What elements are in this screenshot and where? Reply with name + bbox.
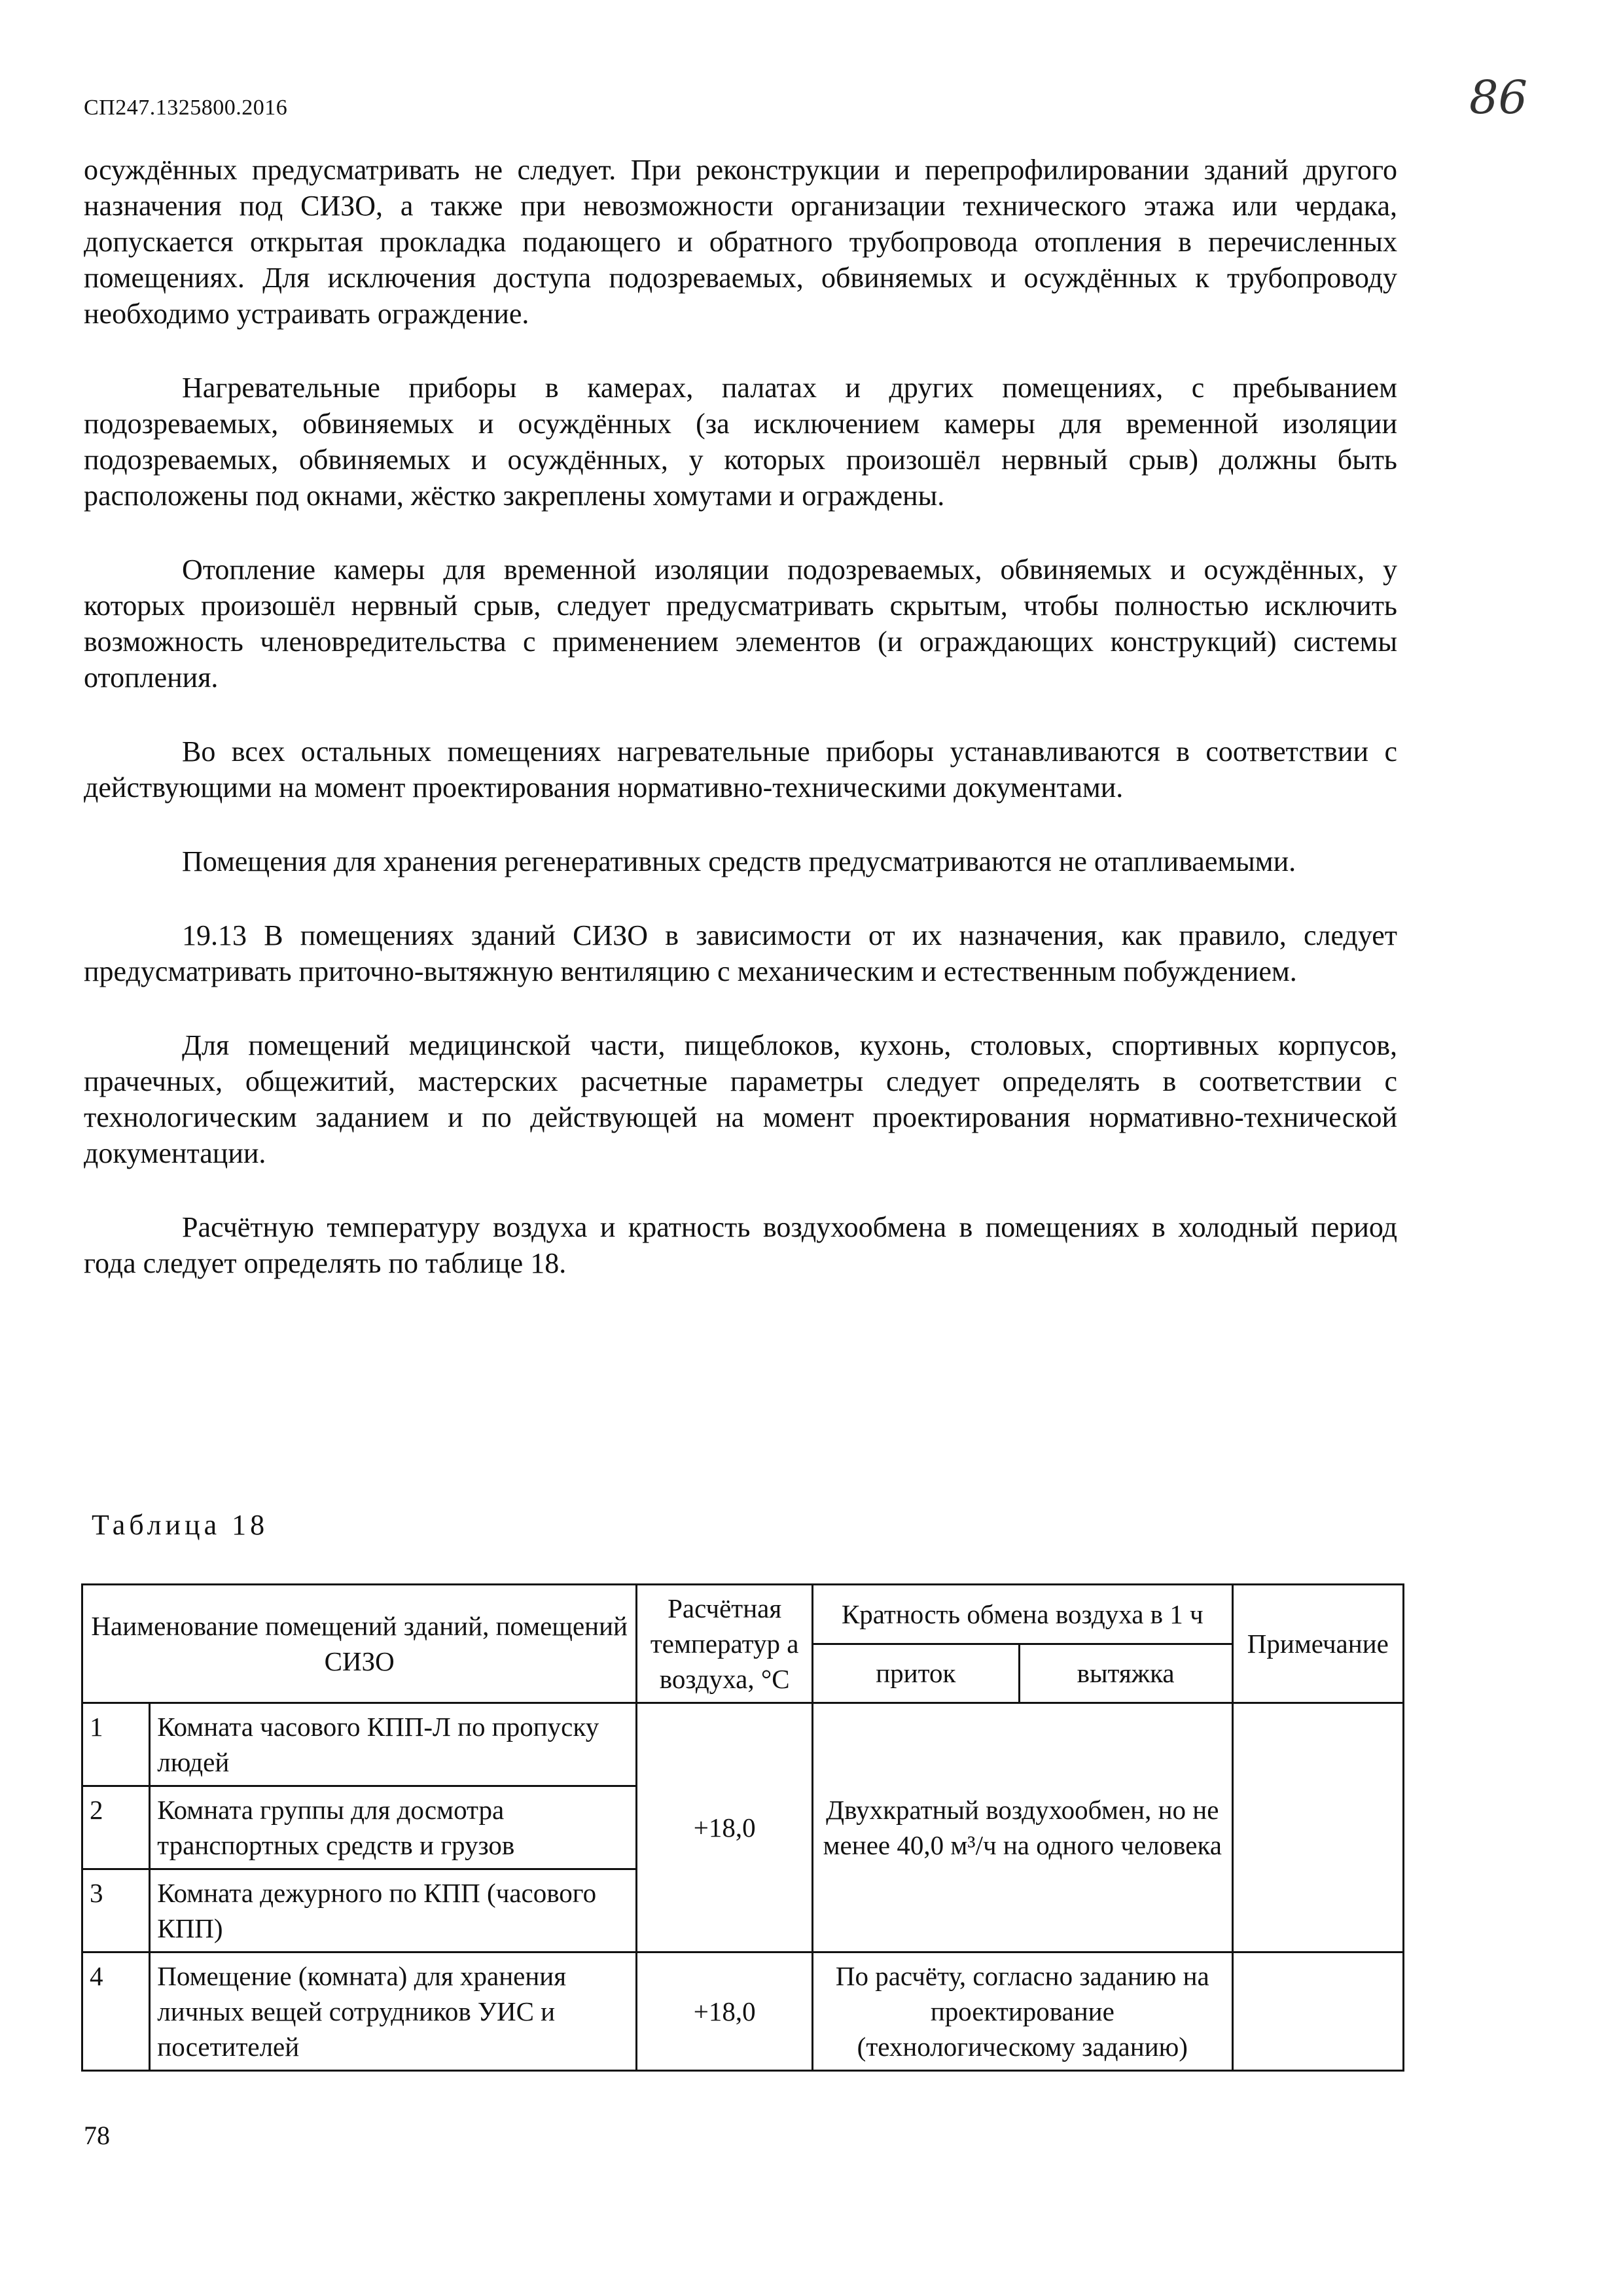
room-name: Комната часового КПП-Л по пропуску людей: [150, 1703, 637, 1786]
temperature-value: +18,0: [637, 1703, 813, 1952]
row-number: 2: [82, 1786, 150, 1869]
exchange-value: По расчёту, согласно заданию на проектирование (технологическому заданию): [812, 1952, 1232, 2071]
note-cell: [1232, 1703, 1403, 1952]
note-cell: [1232, 1952, 1403, 2071]
table-row: [82, 1952, 1404, 2071]
room-name: Комната дежурного по КПП (часового КПП): [150, 1869, 637, 1952]
header-exhaust: вытяжка: [1019, 1644, 1232, 1703]
header-name: Наименование помещений зданий, помещений СИЗО: [82, 1585, 637, 1703]
exchange-value: Двухкратный воздухообмен, но не менее 40,0 м³/ч на одного человека: [812, 1703, 1232, 1952]
header-temperature: Расчётная температур а воздуха, °С: [637, 1585, 813, 1703]
table-18: [81, 1583, 1404, 2072]
paragraph-4: Во всех остальных помещениях нагревательные приборы устанавливаются в соответствии с действующими на момент проектирования нормативно-техническими документами.: [84, 735, 1397, 804]
header-row-1: [82, 1585, 1404, 1644]
row-number: 1: [82, 1703, 150, 1786]
paragraph-8: Расчётную температуру воздуха и кратность воздухообмена в помещениях в холодный период года следует определять по таблице 18.: [84, 1211, 1397, 1279]
table-row: [82, 1703, 1404, 1786]
header-supply: приток: [812, 1644, 1019, 1703]
paragraph-6: 19.13 В помещениях зданий СИЗО в зависимости от их назначения, как правило, следует предусматривать приточно-вытяжную вентиляцию с механическим и естественным побуждением.: [84, 919, 1397, 987]
handwritten-page-mark: 86: [1469, 71, 1528, 124]
paragraph-5: Помещения для хранения регенеративных средств предусматриваются не отапливаемыми.: [182, 845, 1296, 877]
paragraph-2: Нагревательные приборы в камерах, палатах и других помещениях, с пребыванием подозреваемых, обвиняемых и осуждённых (за исключением камеры для временной изоляции подозреваемых, обвиняемых и осуждённых, у которых произошёл нервный срыв) должны быть расположены под окнами, жёстко закреплены хомутами и ограждены.: [84, 372, 1397, 512]
room-name: Комната группы для досмотра транспортных средств и грузов: [150, 1786, 637, 1869]
paragraph-1: осуждённых предусматривать не следует. При реконструкции и перепрофилировании зданий другого назначения под СИЗО, а также при невозможности организации технического этажа или чердака, допускается открытая прокладка подающего и обратного трубопровода отопления в перечисленных помещениях. Для исключения доступа подозреваемых, обвиняемых и осуждённых к трубопроводу необходимо устраивать ограждение.: [84, 154, 1397, 330]
header-note: Примечание: [1232, 1585, 1403, 1703]
table-caption: Таблица 18: [92, 1509, 269, 1541]
row-number: 4: [82, 1952, 150, 2071]
page-number: 78: [84, 2121, 110, 2150]
room-name: Помещение (комната) для хранения личных вещей сотрудников УИС и посетителей: [150, 1952, 637, 2071]
paragraph-7: Для помещений медицинской части, пищеблоков, кухонь, столовых, спортивных корпусов, прачечных, общежитий, мастерских расчетные параметры следует определять в соответствии с технологическим заданием и по действующей на момент проектирования нормативно-технической документации.: [84, 1029, 1397, 1169]
row-number: 3: [82, 1869, 150, 1952]
temperature-value: +18,0: [637, 1952, 813, 2071]
paragraph-3: Отопление камеры для временной изоляции подозреваемых, обвиняемых и осуждённых, у которых произошёл нервный срыв, следует предусматривать скрытым, чтобы полностью исключить возможность членовредительства с применением элементов (и ограждающих конструкций) системы отопления.: [84, 554, 1397, 694]
body-text: [84, 152, 1397, 1319]
header-exchange: Кратность обмена воздуха в 1 ч: [812, 1585, 1232, 1644]
data-table: [81, 1583, 1404, 2072]
document-code: СП247.1325800.2016: [84, 96, 288, 120]
